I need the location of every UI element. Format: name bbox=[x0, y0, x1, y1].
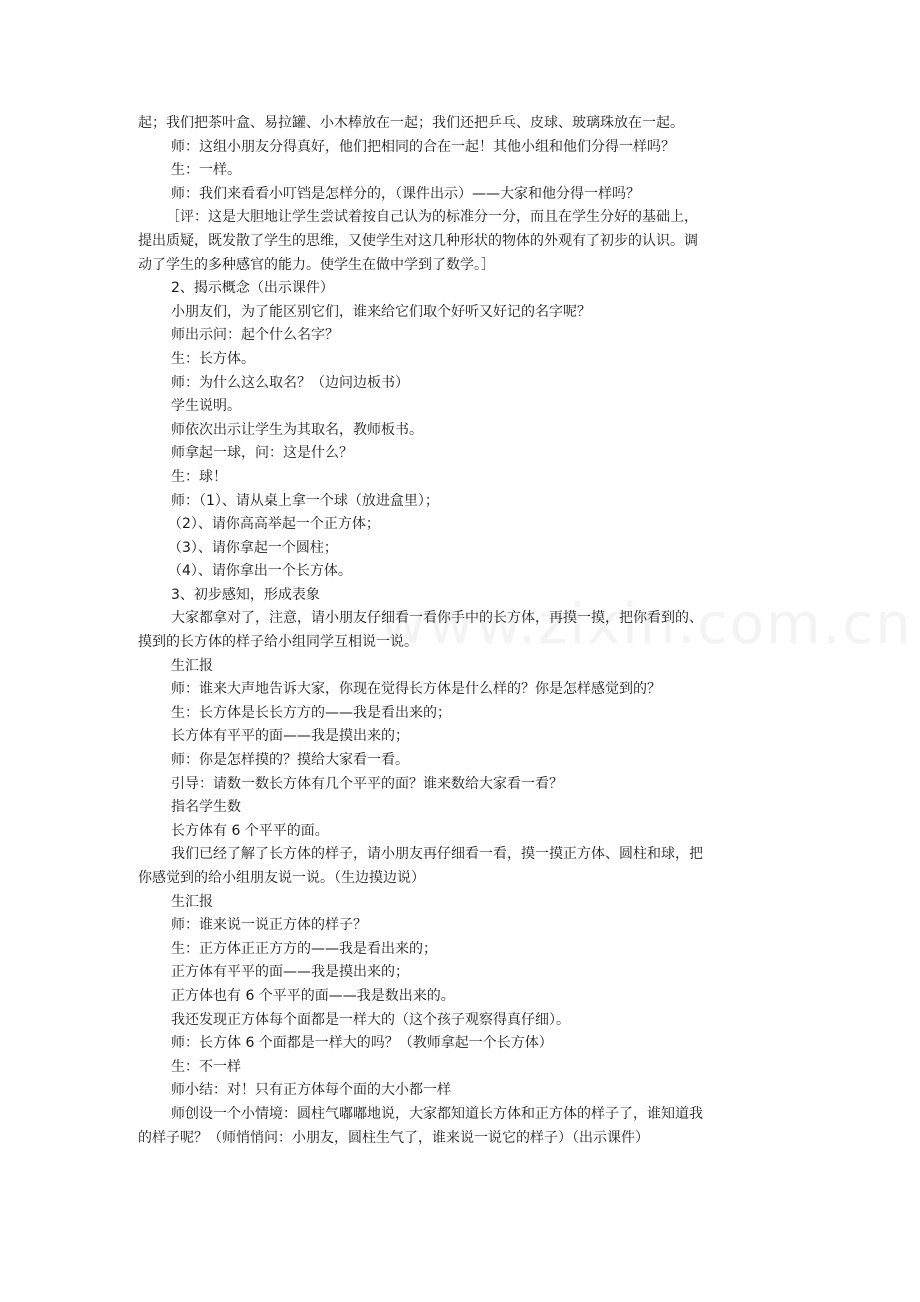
text-line: 长方体有 6 个平平的面。 bbox=[171, 822, 329, 839]
text-line: 生：正方体正正方方的——我是看出来的； bbox=[171, 940, 437, 957]
text-line: 起；我们把茶叶盒、易拉罐、小木棒放在一起；我们还把乒乓、皮球、玻璃珠放在一起。 bbox=[138, 115, 684, 131]
text-line: 师：谁来大声地告诉大家，你现在觉得长方体是什么样的？你是怎样感觉到的？ bbox=[171, 681, 661, 698]
text-line: 师：长方体 6 个面都是一样大的吗？（教师拿起一个长方体） bbox=[171, 1035, 553, 1052]
text-line: 生：长方体是长长方方的——我是看出来的； bbox=[171, 704, 451, 721]
text-line: 师：我们来看看小叮铛是怎样分的，（课件出示）——大家和他分得一样吗？ bbox=[171, 185, 640, 202]
text-line: 我们已经了解了长方体的样子，请小朋友再仔细看一看，摸一摸正方体、圆柱和球，把 bbox=[171, 846, 703, 863]
text-line: 师出示问：起个什么名字？ bbox=[171, 327, 339, 344]
document-body bbox=[138, 112, 784, 1150]
text-line: 生汇报 bbox=[171, 893, 213, 910]
text-line: 师：你是怎样摸的？摸给大家看一看。 bbox=[171, 752, 409, 769]
text-line: （3）、请你拿起一个圆柱； bbox=[168, 539, 338, 556]
text-line: 的样子呢？（师悄悄问：小朋友，圆柱生气了，谁来说一说它的样子）（出示课件） bbox=[138, 1129, 649, 1146]
text-line: 正方体也有 6 个平平的面——我是数出来的。 bbox=[171, 987, 455, 1004]
text-line: 生：不一样 bbox=[171, 1058, 241, 1075]
text-line: 师：（1）、请从桌上拿一个球（放进盒里）； bbox=[171, 492, 439, 509]
text-line: 正方体有平平的面——我是摸出来的； bbox=[171, 964, 409, 981]
text-line: 你感觉到的给小组朋友说一说。（生边摸边说） bbox=[138, 870, 425, 886]
text-line: （4）、请你拿出一个长方体。 bbox=[168, 563, 352, 580]
text-line: 学生说明。 bbox=[171, 398, 241, 415]
text-line: 生：长方体。 bbox=[171, 350, 255, 367]
text-line: 长方体有平平的面——我是摸出来的； bbox=[171, 728, 409, 745]
text-line: 生汇报 bbox=[171, 657, 213, 674]
text-line: 师：谁来说一说正方体的样子？ bbox=[171, 917, 367, 934]
text-line: 摸到的长方体的样子给小组同学互相说一说。 bbox=[138, 634, 418, 651]
text-line: 小朋友们，为了能区别它们，谁来给它们取个好听又好记的名字呢？ bbox=[171, 303, 591, 320]
text-line: 2、揭示概念（出示课件） bbox=[171, 280, 334, 297]
text-line: 师：为什么这么取名？（边问边板书） bbox=[171, 374, 409, 391]
text-line: 生：一样。 bbox=[171, 162, 241, 179]
text-line: 动了学生的多种感官的能力。使学生在做中学到了数学。］ bbox=[138, 256, 495, 273]
text-line: 3、初步感知，形成表象 bbox=[171, 586, 320, 603]
text-line: 师拿起一球，问：这是什么？ bbox=[171, 445, 353, 462]
text-line: 师依次出示让学生为其取名，教师板书。 bbox=[171, 421, 423, 438]
text-line: 大家都拿对了，注意，请小朋友仔细看一看你手中的长方体，再摸一摸，把你看到的、 bbox=[171, 610, 703, 627]
text-line: 提出质疑，既发散了学生的思维，又使学生对这几种形状的物体的外观有了初步的认识。调 bbox=[138, 232, 698, 249]
text-line: 师：这组小朋友分得真好，他们把相同的合在一起！其他小组和他们分得一样吗？ bbox=[171, 138, 675, 155]
text-line: 引导：请数一数长方体有几个平平的面？谁来数给大家看一看？ bbox=[171, 775, 563, 792]
text-line: 师创设一个小情境：圆柱气嘟嘟地说，大家都知道长方体和正方体的样子了，谁知道我 bbox=[171, 1105, 703, 1122]
text-line: 生：球！ bbox=[171, 468, 227, 485]
text-line: ［评：这是大胆地让学生尝试着按自己认为的标准分一分，而且在学生分好的基础上， bbox=[166, 209, 698, 226]
text-line: （2）、请你高高举起一个正方体； bbox=[168, 516, 380, 533]
text-line: 师小结：对！只有正方体每个面的大小都一样 bbox=[171, 1082, 451, 1099]
text-line: 指名学生数 bbox=[171, 799, 241, 816]
text-line: 我还发现正方体每个面都是一样大的（这个孩子观察得真仔细）。 bbox=[171, 1011, 570, 1028]
